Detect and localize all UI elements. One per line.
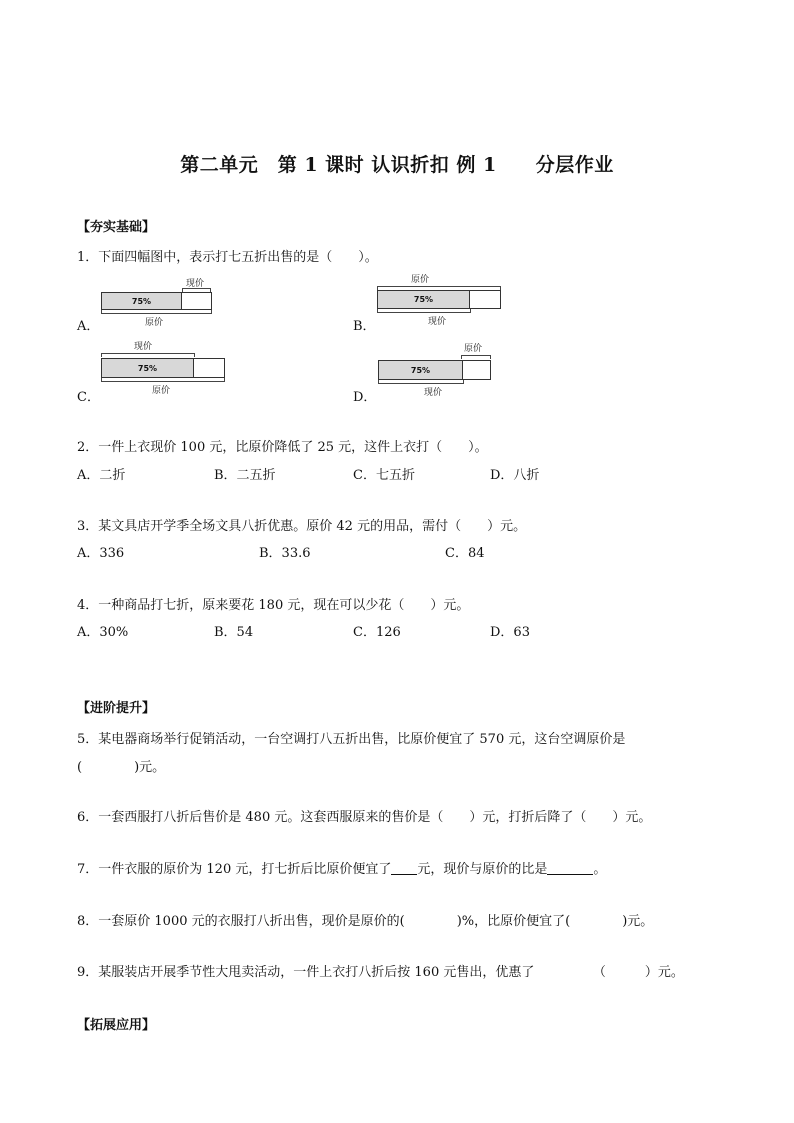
label-d-original: 原价 (464, 344, 483, 354)
section-basic: 【夯实基础】 (77, 220, 156, 235)
bar-c-fill: 75% (102, 359, 194, 377)
section-advanced: 【进阶提升】 (77, 701, 156, 716)
q2-option-d: D．八折 (490, 468, 540, 483)
q3-option-c: C．84 (445, 546, 485, 561)
q2-option-b: B．二五折 (214, 468, 276, 483)
question-7 (77, 858, 606, 877)
brace-c-current (101, 353, 195, 357)
question-5-line-1: 5．某电器商场举行促销活动，一台空调打八五折出售，比原价便宜了 570 元，这台空调原价是 (77, 732, 626, 747)
label-c-original: 原价 (152, 386, 171, 396)
label-a-current: 现价 (186, 279, 205, 289)
bar-b-fill: 75% (378, 291, 470, 308)
bar-d-fill: 75% (379, 361, 463, 379)
q4-option-b: B．54 (214, 625, 254, 640)
q2-option-a: A．二折 (77, 468, 126, 483)
bar-a (101, 292, 212, 310)
brace-a-original (101, 310, 212, 314)
section-extension: 【拓展应用】 (77, 1018, 156, 1033)
brace-d-original (461, 355, 491, 359)
label-d-current: 现价 (424, 388, 443, 398)
question-3: 3．某文具店开学季全场文具八折优惠。原价 42 元的用品，需付（ ）元。 (77, 519, 527, 534)
brace-b-original (377, 286, 501, 290)
option-d-label: D． (353, 390, 377, 405)
label-b-original: 原价 (411, 275, 430, 285)
q7-part-3: 。 (593, 862, 607, 877)
question-6: 6．一套西服打八折后售价是 480 元。这套西服原来的售价是（ ）元，打折后降了（ ）元。 (77, 810, 652, 825)
option-a-label: A． (77, 319, 100, 334)
brace-d-current (378, 380, 464, 384)
question-2: 2．一件上衣现价 100 元，比原价降低了 25 元，这件上衣打（ ）。 (77, 440, 488, 455)
q7-part-1: 7．一件衣服的原价为 120 元，打七折后比原价便宜了 (77, 862, 392, 877)
q2-option-c: C．七五折 (353, 468, 415, 483)
bar-b (377, 290, 501, 309)
q3-option-a: A．336 (77, 546, 125, 561)
bar-c (101, 358, 225, 378)
option-c-label: C． (77, 390, 100, 405)
bar-a-fill: 75% (102, 293, 182, 309)
page-title: 第二单元 第 1 课时 认识折扣 例 1 分层作业 (180, 154, 614, 176)
label-b-current: 现价 (428, 317, 447, 327)
q7-blank-2[interactable] (547, 862, 593, 875)
q3-option-b: B．33.6 (259, 546, 311, 561)
q4-option-c: C．126 (353, 625, 401, 640)
bar-d (378, 360, 491, 380)
question-1: 1．下面四幅图中，表示打七五折出售的是（ ）。 (77, 250, 378, 265)
q7-part-2: 元，现价与原价的比是 (417, 862, 548, 877)
question-8: 8．一套原价 1000 元的衣服打八折出售，现价是原价的( )%，比原价便宜了( )元。 (77, 914, 654, 929)
option-b-label: B． (353, 319, 376, 334)
q4-option-a: A．30% (77, 625, 129, 640)
q7-blank-1[interactable] (391, 862, 417, 875)
question-4: 4．一种商品打七折，原来要花 180 元，现在可以少花（ ）元。 (77, 598, 470, 613)
question-9: 9．某服装店开展季节性大甩卖活动，一件上衣打八折后按 160 元售出，优惠了 （ ）元。 (77, 965, 684, 980)
q4-option-d: D．63 (490, 625, 530, 640)
label-a-original: 原价 (145, 318, 164, 328)
brace-b-current (377, 309, 471, 313)
label-c-current: 现价 (134, 342, 153, 352)
question-5-line-2: ( )元。 (77, 760, 166, 775)
brace-c-original (101, 378, 225, 382)
